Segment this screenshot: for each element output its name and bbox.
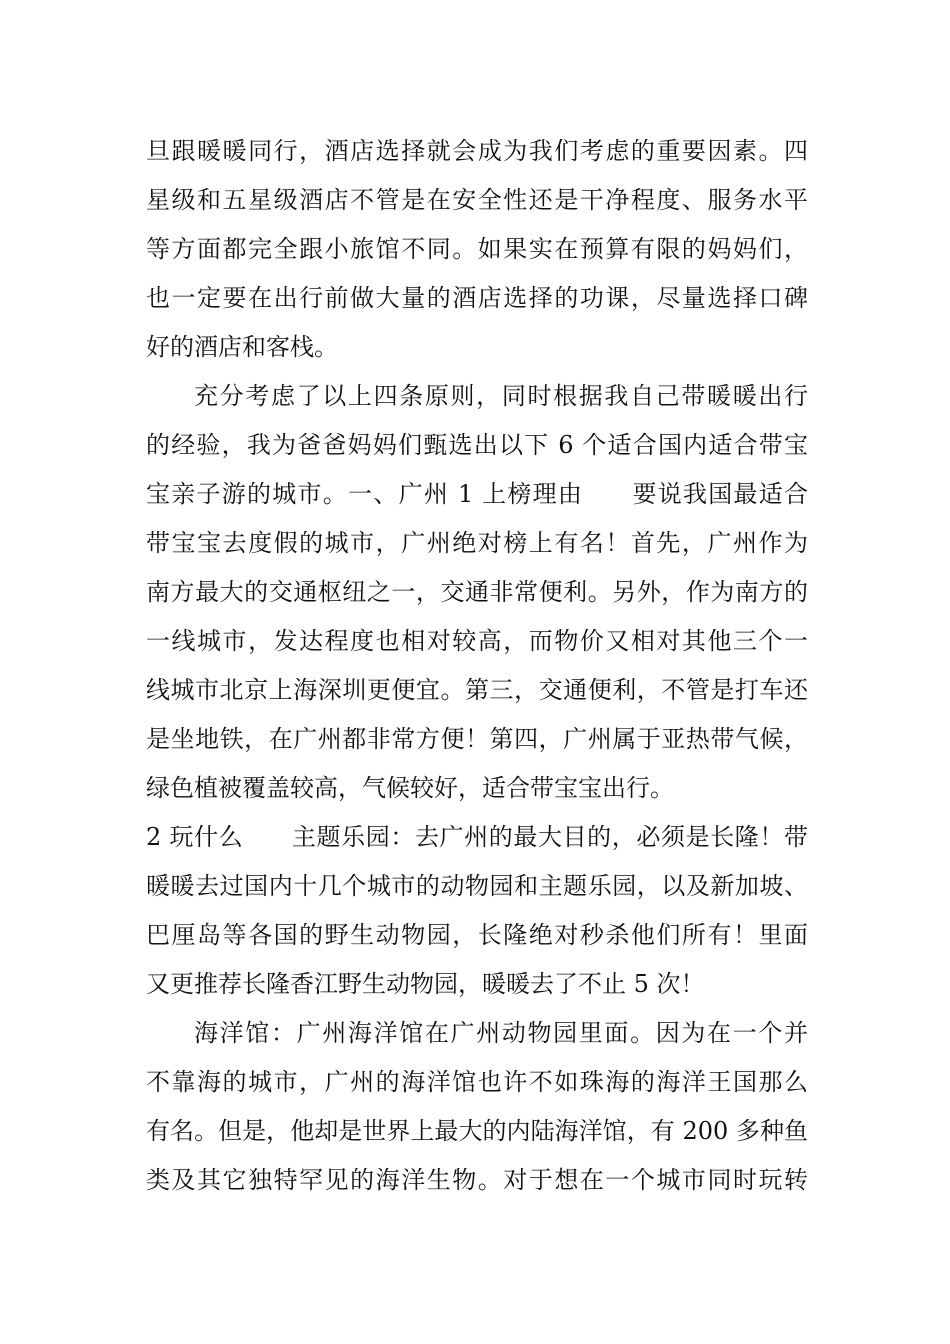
text-line: 暖暖去过国内十几个城市的动物园和主题乐园，以及新加坡、 [146, 872, 808, 900]
text-line: 旦跟暖暖同行，酒店选择就会成为我们考虑的重要因素。四 [146, 137, 808, 165]
text-line: 有名。但是，他却是世界上最大的内陆海洋馆，有 200 多种鱼 [146, 1117, 808, 1145]
text-line: 也一定要在出行前做大量的酒店选择的功课，尽量选择口碑 [146, 284, 808, 312]
text-line: 一线城市，发达程度也相对较高，而物价又相对其他三个一 [146, 627, 808, 655]
text-line: 类及其它独特罕见的海洋生物。对于想在一个城市同时玩转 [146, 1166, 808, 1194]
text-line [146, 470, 808, 519]
text-line [146, 813, 808, 862]
text-line: 不靠海的城市，广州的海洋馆也许不如珠海的海洋王国那么 [146, 1068, 808, 1096]
paragraph-first-line: 充分考虑了以上四条原则，同时根据我自己带暖暖出行 [194, 382, 808, 410]
text-line: 的经验，我为爸爸妈妈们甄选出以下 6 个适合国内适合带宝 [146, 431, 808, 459]
text-segment: 要说我国最适合 [631, 480, 808, 508]
text-line: 绿色植被覆盖较高，气候较好，适合带宝宝出行。 [146, 774, 674, 802]
section-heading-what-to-play: 2 玩什么 [146, 823, 244, 851]
text-line: 是坐地铁，在广州都非常方便！第四，广州属于亚热带气候， [146, 725, 808, 753]
paragraph-first-line: 海洋馆：广州海洋馆在广州动物园里面。因为在一个并 [194, 1019, 808, 1047]
text-segment: 主题乐园：去广州的最大目的，必须是长隆！带 [291, 823, 809, 851]
text-line: 南方最大的交通枢纽之一，交通非常便利。另外，作为南方的 [146, 578, 808, 606]
text-line: 星级和五星级酒店不管是在安全性还是干净程度、服务水平 [146, 186, 808, 214]
text-line: 巴厘岛等各国的野生动物园，长隆绝对秒杀他们所有！里面 [146, 921, 808, 949]
section-heading-guangzhou: 宝亲子游的城市。一、广州 1 上榜理由 [146, 480, 584, 508]
text-line: 等方面都完全跟小旅馆不同。如果实在预算有限的妈妈们， [146, 235, 808, 263]
document-body [146, 127, 808, 1205]
text-line: 又更推荐长隆香江野生动物园，暖暖去了不止 5 次！ [146, 970, 705, 998]
text-line: 好的酒店和客栈。 [146, 333, 338, 361]
text-line: 线城市北京上海深圳更便宜。第三，交通便利，不管是打车还 [146, 676, 808, 704]
text-line: 带宝宝去度假的城市，广州绝对榜上有名！首先，广州作为 [146, 529, 808, 557]
